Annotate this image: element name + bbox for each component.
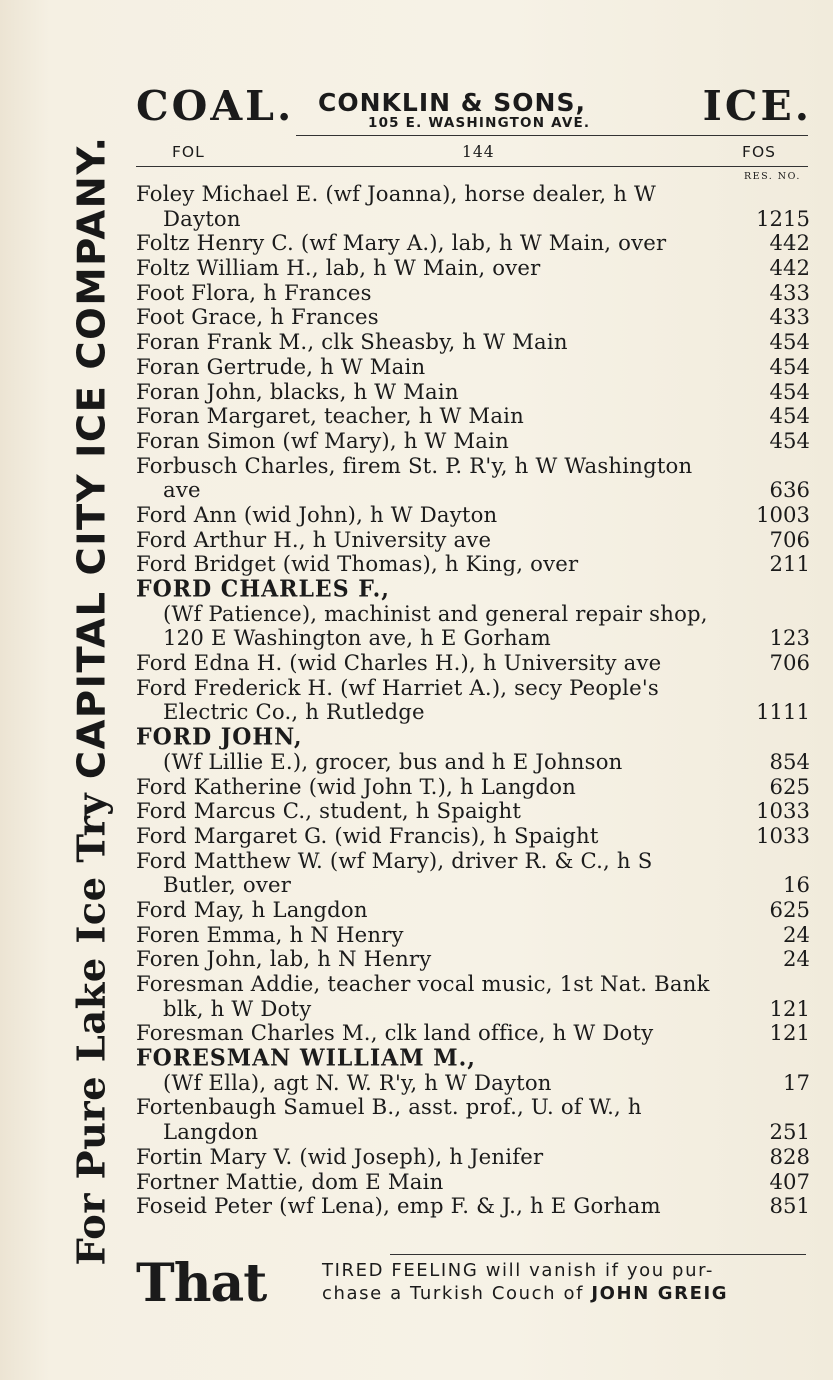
residence-number: 1215 bbox=[756, 205, 810, 231]
entry-text: Ford Arthur H., h University ave bbox=[136, 526, 492, 552]
directory-entry bbox=[136, 775, 810, 800]
entry-text: Fortin Mary V. (wid Joseph), h Jenifer bbox=[136, 1143, 544, 1169]
entry-text: 120 E Washington ave, h E Gorham bbox=[163, 625, 551, 651]
side-advertisement bbox=[64, 90, 120, 1310]
entry-text: Foran Margaret, teacher, h W Main bbox=[136, 403, 524, 429]
entry-continuation bbox=[136, 1071, 810, 1096]
residence-number: 433 bbox=[769, 304, 810, 330]
directory-entry bbox=[136, 972, 810, 997]
residence-number: 123 bbox=[769, 625, 810, 651]
entry-text: blk, h W Doty bbox=[163, 995, 312, 1021]
entry-text: Foot Grace, h Frances bbox=[136, 304, 379, 330]
directory-entry bbox=[136, 231, 810, 256]
directory-entry bbox=[136, 923, 810, 948]
side-ad-prefix: For Pure Lake Ice Try bbox=[69, 778, 115, 1266]
residence-number: 16 bbox=[783, 872, 810, 898]
directory-entry bbox=[136, 1194, 810, 1219]
residence-number: 854 bbox=[769, 748, 810, 774]
directory-entry bbox=[136, 256, 810, 281]
directory-entry bbox=[136, 824, 810, 849]
entry-text: Ford Katherine (wid John T.), h Langdon bbox=[136, 773, 576, 799]
residence-number: 17 bbox=[783, 1069, 810, 1095]
residence-number: 442 bbox=[769, 230, 810, 256]
residence-number: 1033 bbox=[756, 798, 810, 824]
entry-text: Ford Bridget (wid Thomas), h King, over bbox=[136, 551, 579, 577]
entry-text: Electric Co., h Rutledge bbox=[163, 699, 425, 725]
entry-text: Foltz William H., lab, h W Main, over bbox=[136, 255, 541, 281]
entry-continuation bbox=[136, 207, 810, 232]
entry-text: Foresman Charles M., clk land office, h W Doty bbox=[136, 1020, 654, 1046]
page-number: 144 bbox=[462, 143, 495, 161]
entry-headline bbox=[136, 725, 810, 750]
directory-entry bbox=[136, 404, 810, 429]
entry-continuation bbox=[136, 873, 810, 898]
entry-text: Ford Ann (wid John), h W Dayton bbox=[136, 501, 498, 527]
entry-headline bbox=[136, 574, 810, 604]
entry-text: (Wf Patience), machinist and general repair shop, bbox=[163, 600, 708, 626]
running-head bbox=[136, 140, 812, 164]
residence-number: 706 bbox=[769, 650, 810, 676]
entry-text: Ford May, h Langdon bbox=[136, 896, 368, 922]
banner-coal: COAL. bbox=[136, 82, 295, 130]
residence-number: 24 bbox=[783, 921, 810, 947]
residence-number: 454 bbox=[769, 378, 810, 404]
directory-entry bbox=[136, 355, 810, 380]
entry-text: Foran Simon (wf Mary), h W Main bbox=[136, 427, 509, 453]
residence-number-label: RES. NO. bbox=[744, 171, 801, 182]
entry-text: Fortner Mattie, dom E Main bbox=[136, 1168, 444, 1194]
entry-text: Fortenbaugh Samuel B., asst. prof., U. of W., h bbox=[136, 1094, 642, 1120]
directory-entry bbox=[136, 799, 810, 824]
directory-entry bbox=[136, 503, 810, 528]
directory-entry bbox=[136, 1021, 810, 1046]
directory-entry bbox=[136, 305, 810, 330]
entry-text: Foltz Henry C. (wf Mary A.), lab, h W Main, over bbox=[136, 230, 667, 256]
residence-number: 1003 bbox=[756, 501, 810, 527]
side-ad-company: CAPITAL CITY ICE COMPANY. bbox=[69, 134, 115, 779]
directory-entry bbox=[136, 1095, 810, 1120]
side-ad-text bbox=[70, 135, 115, 1265]
footer-rule-upper bbox=[390, 1254, 806, 1255]
directory-entry bbox=[136, 182, 810, 207]
entry-continuation bbox=[136, 478, 810, 503]
entry-text: Ford Marcus C., student, h Spaight bbox=[136, 798, 522, 824]
residence-number: 407 bbox=[769, 1168, 810, 1194]
directory-entry bbox=[136, 528, 810, 553]
directory-entry bbox=[136, 651, 810, 676]
entry-text: Ford Margaret G. (wid Francis), h Spaight bbox=[136, 822, 599, 848]
directory-entry bbox=[136, 849, 810, 874]
footer-line-2-text: chase a Turkish Couch of bbox=[322, 1283, 592, 1304]
residence-number: 24 bbox=[783, 946, 810, 972]
entry-continuation bbox=[136, 997, 810, 1022]
directory-entry bbox=[136, 1170, 810, 1195]
directory-entry bbox=[136, 552, 810, 577]
residence-number: 121 bbox=[769, 995, 810, 1021]
residence-number: 636 bbox=[769, 477, 810, 503]
directory-entry bbox=[136, 454, 810, 479]
directory-entry bbox=[136, 1145, 810, 1170]
entry-text: Ford Matthew W. (wf Mary), driver R. & C., h S bbox=[136, 847, 653, 873]
residence-number: 706 bbox=[769, 526, 810, 552]
entry-text: Foley Michael E. (wf Joanna), horse dealer, h W bbox=[136, 181, 656, 206]
residence-number: 454 bbox=[769, 329, 810, 355]
entry-text: ave bbox=[163, 477, 201, 503]
banner-ice: ICE. bbox=[702, 82, 812, 130]
residence-number: 251 bbox=[769, 1119, 810, 1145]
entry-text: (Wf Ella), agt N. W. R'y, h W Dayton bbox=[163, 1069, 552, 1095]
directory-listing bbox=[136, 182, 810, 1219]
entry-continuation bbox=[136, 602, 810, 627]
residence-number: 625 bbox=[769, 773, 810, 799]
banner-address: 105 E. WASHINGTON AVE. bbox=[368, 115, 591, 131]
directory-entry bbox=[136, 281, 810, 306]
entry-text: Foren John, lab, h N Henry bbox=[136, 946, 432, 972]
residence-number: 211 bbox=[769, 551, 810, 577]
residence-number: 625 bbox=[769, 896, 810, 922]
entry-text: FORD JOHN, bbox=[136, 723, 303, 752]
top-banner-advertisement bbox=[136, 80, 812, 140]
footer-line-2 bbox=[322, 1283, 728, 1304]
footer-merchant-name: JOHN GREIG bbox=[591, 1283, 729, 1304]
residence-number: 851 bbox=[769, 1193, 810, 1219]
entry-text: Foran Gertrude, h W Main bbox=[136, 353, 426, 379]
entry-continuation bbox=[136, 700, 810, 725]
directory-entry bbox=[136, 429, 810, 454]
entry-headline bbox=[136, 1043, 810, 1073]
directory-entry bbox=[136, 380, 810, 405]
entry-text: Foran John, blacks, h W Main bbox=[136, 378, 459, 404]
footer-advertisement bbox=[136, 1253, 810, 1318]
residence-number: 1111 bbox=[756, 699, 810, 725]
entry-continuation bbox=[136, 626, 810, 651]
footer-that: That bbox=[136, 1253, 267, 1314]
entry-text: Ford Frederick H. (wf Harriet A.), secy People's bbox=[136, 674, 659, 700]
residence-number: 454 bbox=[769, 403, 810, 429]
entry-text: FORD CHARLES F., bbox=[136, 574, 390, 604]
residence-number: 433 bbox=[769, 279, 810, 305]
entry-text: FORESMAN WILLIAM M., bbox=[136, 1043, 476, 1073]
entry-text: (Wf Lillie E.), grocer, bus and h E Johnson bbox=[163, 748, 623, 774]
entry-text: Langdon bbox=[163, 1119, 259, 1145]
entry-text: Foseid Peter (wf Lena), emp F. & J., h E Gorham bbox=[136, 1193, 661, 1219]
residence-number: 454 bbox=[769, 427, 810, 453]
entry-text: Butler, over bbox=[163, 872, 292, 898]
entry-text: Foran Frank M., clk Sheasby, h W Main bbox=[136, 329, 568, 355]
directory-entry bbox=[136, 898, 810, 923]
entry-continuation bbox=[136, 1120, 810, 1145]
footer-line-1: TIRED FEELING will vanish if you pur- bbox=[322, 1260, 715, 1281]
entry-text: Dayton bbox=[163, 205, 241, 231]
banner-firm-name: CONKLIN & SONS, bbox=[318, 88, 586, 117]
directory-entry bbox=[136, 947, 810, 972]
running-head-rule bbox=[136, 166, 808, 167]
residence-number: 442 bbox=[769, 255, 810, 281]
residence-number: 828 bbox=[769, 1143, 810, 1169]
entry-text: Forbusch Charles, firem St. P. R'y, h W Washington bbox=[136, 452, 693, 478]
residence-number: 1033 bbox=[756, 822, 810, 848]
right-guide-word: FOS bbox=[742, 143, 776, 161]
banner-rule bbox=[296, 135, 808, 136]
directory-entry bbox=[136, 330, 810, 355]
entry-text: Ford Edna H. (wid Charles H.), h University ave bbox=[136, 650, 662, 676]
entry-text: Foresman Addie, teacher vocal music, 1st Nat. Bank bbox=[136, 971, 710, 996]
left-guide-word: FOL bbox=[172, 143, 205, 161]
residence-number: 121 bbox=[769, 1020, 810, 1046]
entry-text: Foot Flora, h Frances bbox=[136, 279, 372, 305]
directory-entry bbox=[136, 676, 810, 701]
entry-continuation bbox=[136, 750, 810, 775]
residence-number: 454 bbox=[769, 353, 810, 379]
entry-text: Foren Emma, h N Henry bbox=[136, 921, 404, 947]
